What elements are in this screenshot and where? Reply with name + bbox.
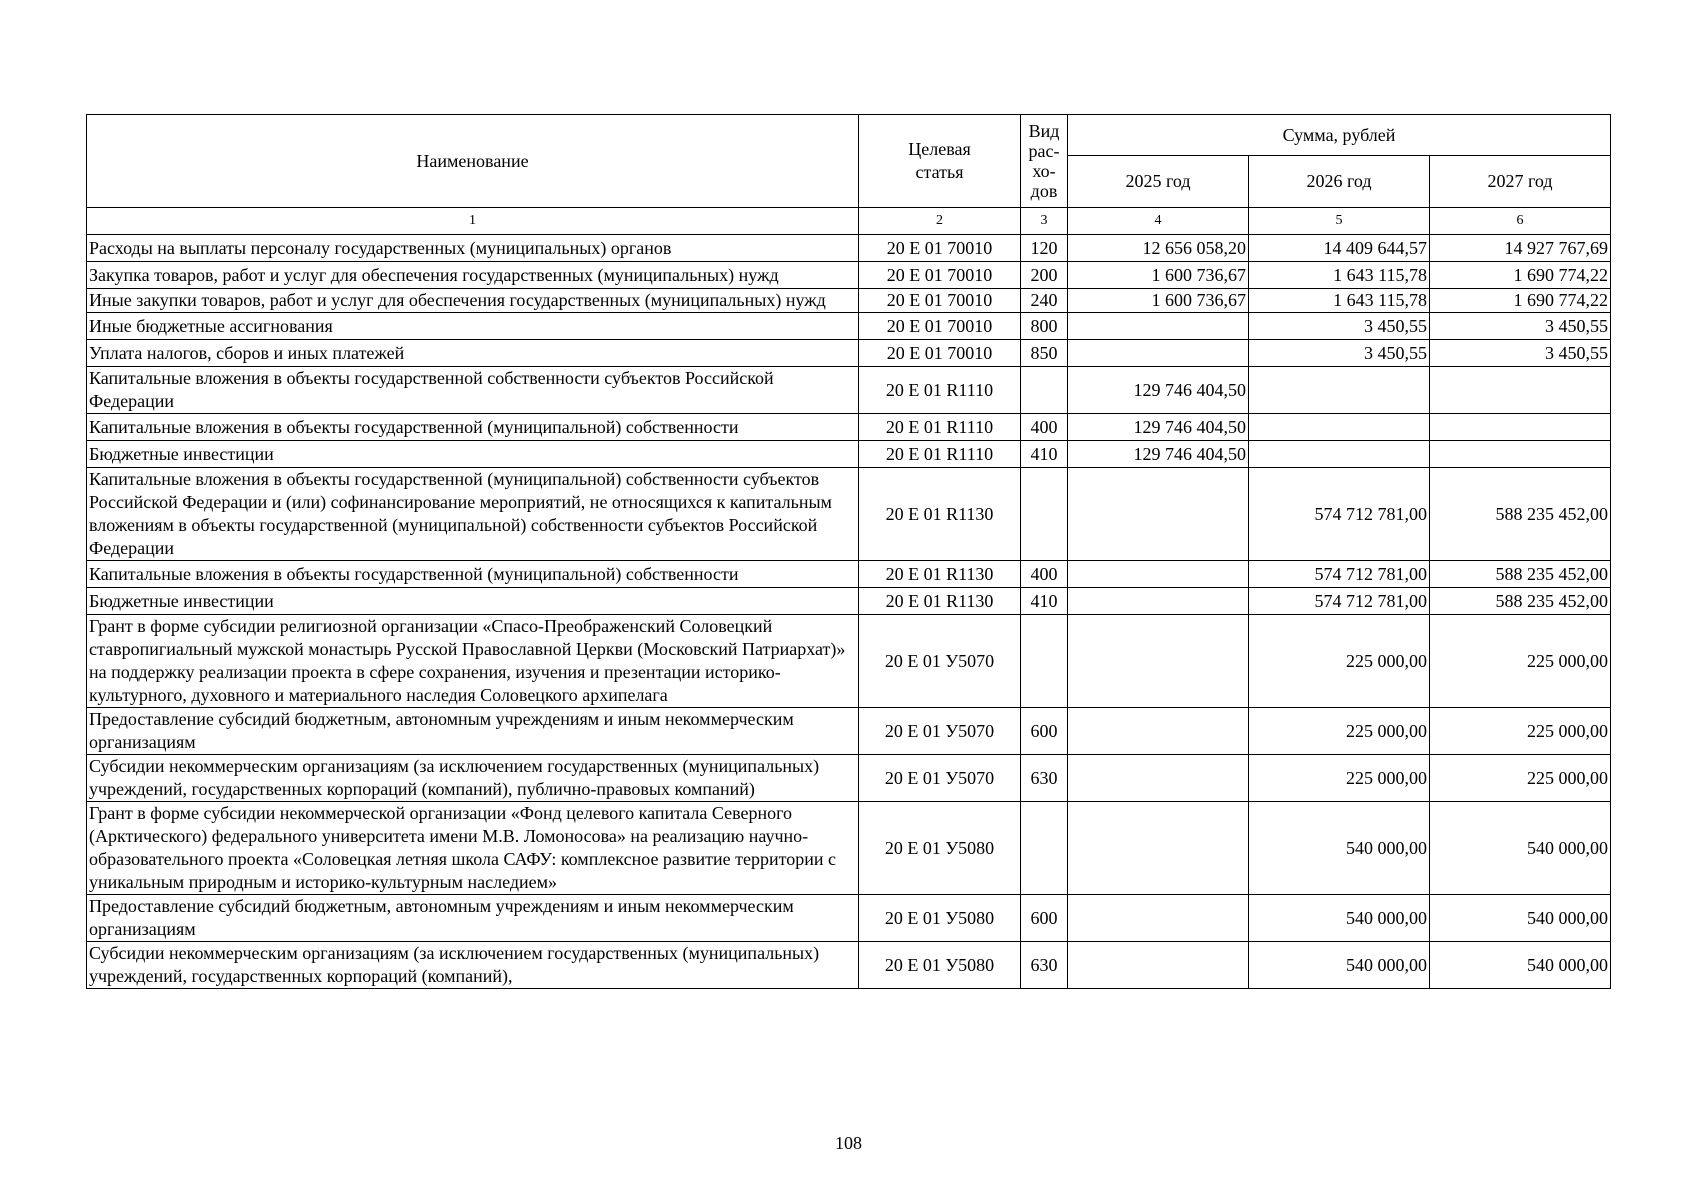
row-expense-type	[1021, 468, 1068, 561]
row-expense-type: 120	[1021, 235, 1068, 262]
row-target-article: 20 Е 01 R1130	[859, 561, 1021, 588]
row-amount-2025: 129 746 404,50	[1068, 414, 1249, 441]
row-amount-2026: 574 712 781,00	[1249, 561, 1430, 588]
row-expense-type: 600	[1021, 708, 1068, 755]
row-name: Капитальные вложения в объекты государственной собственности субъектов Российской Федерации	[87, 367, 859, 414]
row-amount-2025	[1068, 942, 1249, 989]
table-row	[87, 289, 1611, 313]
header-name: Наименование	[87, 115, 859, 208]
table-row	[87, 367, 1611, 414]
row-amount-2026: 225 000,00	[1249, 755, 1430, 802]
table-row	[87, 942, 1611, 989]
table-row	[87, 895, 1611, 942]
row-expense-type	[1021, 367, 1068, 414]
table-row	[87, 802, 1611, 895]
row-amount-2027: 540 000,00	[1430, 802, 1611, 895]
row-amount-2026: 540 000,00	[1249, 802, 1430, 895]
row-target-article: 20 Е 01 70010	[859, 262, 1021, 289]
row-expense-type: 410	[1021, 441, 1068, 468]
row-amount-2026: 540 000,00	[1249, 895, 1430, 942]
header-vid-line1: Вид	[1028, 121, 1060, 141]
column-number-row	[87, 208, 1611, 235]
header-vid-line3: хо-	[1032, 161, 1056, 181]
column-number: 6	[1430, 208, 1611, 235]
row-expense-type: 800	[1021, 313, 1068, 340]
row-amount-2026: 540 000,00	[1249, 942, 1430, 989]
column-number: 5	[1249, 208, 1430, 235]
row-name: Иные закупки товаров, работ и услуг для обеспечения государственных (муниципальных) нужд	[87, 289, 859, 313]
row-target-article: 20 Е 01 70010	[859, 235, 1021, 262]
row-expense-type: 630	[1021, 942, 1068, 989]
row-amount-2025	[1068, 615, 1249, 708]
row-name: Предоставление субсидий бюджетным, автономным учреждениям и иным некоммерческим организациям	[87, 708, 859, 755]
row-target-article: 20 Е 01 R1130	[859, 468, 1021, 561]
row-target-article: 20 Е 01 70010	[859, 313, 1021, 340]
row-target-article: 20 Е 01 R1110	[859, 414, 1021, 441]
row-target-article: 20 Е 01 У5080	[859, 942, 1021, 989]
header-year-2026: 2026 год	[1249, 156, 1430, 208]
table-row	[87, 755, 1611, 802]
row-amount-2025	[1068, 468, 1249, 561]
row-amount-2027: 3 450,55	[1430, 313, 1611, 340]
row-amount-2027: 1 690 774,22	[1430, 289, 1611, 313]
header-vid-line4: дов	[1030, 181, 1058, 201]
row-expense-type: 400	[1021, 561, 1068, 588]
header-code-line2: статья	[915, 162, 964, 182]
row-target-article: 20 Е 01 У5080	[859, 895, 1021, 942]
row-amount-2027: 225 000,00	[1430, 615, 1611, 708]
row-amount-2027: 588 235 452,00	[1430, 588, 1611, 615]
row-target-article: 20 Е 01 R1110	[859, 441, 1021, 468]
row-target-article: 20 Е 01 У5080	[859, 802, 1021, 895]
row-amount-2027: 225 000,00	[1430, 708, 1611, 755]
column-number: 3	[1021, 208, 1068, 235]
row-amount-2025: 12 656 058,20	[1068, 235, 1249, 262]
row-expense-type	[1021, 615, 1068, 708]
row-target-article: 20 Е 01 У5070	[859, 615, 1021, 708]
table-row	[87, 235, 1611, 262]
table-header	[87, 115, 1611, 235]
table-row	[87, 441, 1611, 468]
row-target-article: 20 Е 01 У5070	[859, 708, 1021, 755]
row-amount-2025: 129 746 404,50	[1068, 367, 1249, 414]
row-amount-2026	[1249, 441, 1430, 468]
table-row	[87, 561, 1611, 588]
row-target-article: 20 Е 01 70010	[859, 289, 1021, 313]
row-amount-2027: 14 927 767,69	[1430, 235, 1611, 262]
row-name: Расходы на выплаты персоналу государственных (муниципальных) органов	[87, 235, 859, 262]
row-target-article: 20 Е 01 У5070	[859, 755, 1021, 802]
row-amount-2026	[1249, 367, 1430, 414]
row-amount-2026: 1 643 115,78	[1249, 262, 1430, 289]
row-amount-2025: 129 746 404,50	[1068, 441, 1249, 468]
table-row	[87, 262, 1611, 289]
row-expense-type: 400	[1021, 414, 1068, 441]
row-amount-2025: 1 600 736,67	[1068, 262, 1249, 289]
header-year-2027: 2027 год	[1430, 156, 1611, 208]
row-amount-2025	[1068, 340, 1249, 367]
row-name: Капитальные вложения в объекты государственной (муниципальной) собственности	[87, 414, 859, 441]
row-name: Капитальные вложения в объекты государственной (муниципальной) собственности	[87, 561, 859, 588]
row-amount-2025	[1068, 588, 1249, 615]
row-name: Субсидии некоммерческим организациям (за исключением государственных (муниципальных) учреждений, государственных корпораций (компаний), публично-правовых компаний)	[87, 755, 859, 802]
column-number: 1	[87, 208, 859, 235]
row-amount-2026: 574 712 781,00	[1249, 588, 1430, 615]
row-amount-2025: 1 600 736,67	[1068, 289, 1249, 313]
row-name: Уплата налогов, сборов и иных платежей	[87, 340, 859, 367]
row-amount-2027: 588 235 452,00	[1430, 468, 1611, 561]
column-number: 4	[1068, 208, 1249, 235]
table-row	[87, 414, 1611, 441]
table-row	[87, 468, 1611, 561]
page-number: 108	[835, 1133, 862, 1153]
row-target-article: 20 Е 01 R1130	[859, 588, 1021, 615]
row-amount-2027: 540 000,00	[1430, 895, 1611, 942]
row-expense-type: 410	[1021, 588, 1068, 615]
row-amount-2025	[1068, 895, 1249, 942]
row-expense-type: 240	[1021, 289, 1068, 313]
row-amount-2027: 540 000,00	[1430, 942, 1611, 989]
row-amount-2026: 14 409 644,57	[1249, 235, 1430, 262]
row-amount-2027: 1 690 774,22	[1430, 262, 1611, 289]
row-amount-2027	[1430, 441, 1611, 468]
table-row	[87, 615, 1611, 708]
row-name: Грант в форме субсидии религиозной организации «Спасо-Преображенский Соловецкий ставропигиальный мужской монастырь Русской Православной Церкви (Московский Патриархат)» на поддержку реализации проекта в сфере сохранения, изучения и презентации историко-культурного, духовного и материального наследия Соловецкого архипелага	[87, 615, 859, 708]
table-body	[87, 235, 1611, 989]
table-row	[87, 708, 1611, 755]
row-name: Субсидии некоммерческим организациям (за исключением государственных (муниципальных) учреждений, государственных корпораций (компаний),	[87, 942, 859, 989]
row-name: Бюджетные инвестиции	[87, 441, 859, 468]
row-target-article: 20 Е 01 70010	[859, 340, 1021, 367]
header-code-line1: Целевая	[908, 139, 971, 159]
row-name: Иные бюджетные ассигнования	[87, 313, 859, 340]
row-amount-2027	[1430, 367, 1611, 414]
column-number: 2	[859, 208, 1021, 235]
row-amount-2025	[1068, 802, 1249, 895]
table-row	[87, 340, 1611, 367]
header-sum: Сумма, рублей	[1068, 115, 1611, 156]
header-year-2025: 2025 год	[1068, 156, 1249, 208]
row-expense-type: 850	[1021, 340, 1068, 367]
table-row	[87, 588, 1611, 615]
header-vid-line2: рас-	[1028, 141, 1060, 161]
row-amount-2025	[1068, 708, 1249, 755]
row-amount-2025	[1068, 755, 1249, 802]
row-expense-type: 630	[1021, 755, 1068, 802]
row-amount-2027: 3 450,55	[1430, 340, 1611, 367]
row-name: Грант в форме субсидии некоммерческой организации «Фонд целевого капитала Северного (Арктического) федерального университета имени М.В. Ломоносова» на реализацию научно-образовательного проекта «Соловецкая летняя школа САФУ: комплексное развитие территории с уникальным природным и историко-культурным наследием»	[87, 802, 859, 895]
row-amount-2026: 225 000,00	[1249, 708, 1430, 755]
row-amount-2025	[1068, 561, 1249, 588]
row-expense-type: 200	[1021, 262, 1068, 289]
row-name: Капитальные вложения в объекты государственной (муниципальной) собственности субъектов Российской Федерации и (или) софинансирование мероприятий, не относящихся к капитальным вложениям в объекты государственной (муниципальной) собственности субъектов Российской Федерации	[87, 468, 859, 561]
row-name: Предоставление субсидий бюджетным, автономным учреждениям и иным некоммерческим организациям	[87, 895, 859, 942]
row-amount-2026: 1 643 115,78	[1249, 289, 1430, 313]
budget-table	[86, 114, 1611, 989]
row-amount-2025	[1068, 313, 1249, 340]
row-amount-2026: 3 450,55	[1249, 313, 1430, 340]
table-row	[87, 313, 1611, 340]
row-expense-type	[1021, 802, 1068, 895]
row-expense-type: 600	[1021, 895, 1068, 942]
row-amount-2026: 574 712 781,00	[1249, 468, 1430, 561]
row-amount-2026	[1249, 414, 1430, 441]
row-target-article: 20 Е 01 R1110	[859, 367, 1021, 414]
row-amount-2027: 588 235 452,00	[1430, 561, 1611, 588]
header-target-article	[859, 115, 1021, 208]
row-amount-2026: 3 450,55	[1249, 340, 1430, 367]
row-amount-2026: 225 000,00	[1249, 615, 1430, 708]
row-name: Закупка товаров, работ и услуг для обеспечения государственных (муниципальных) нужд	[87, 262, 859, 289]
row-amount-2027: 225 000,00	[1430, 755, 1611, 802]
row-name: Бюджетные инвестиции	[87, 588, 859, 615]
header-expense-type	[1021, 115, 1068, 208]
row-amount-2027	[1430, 414, 1611, 441]
